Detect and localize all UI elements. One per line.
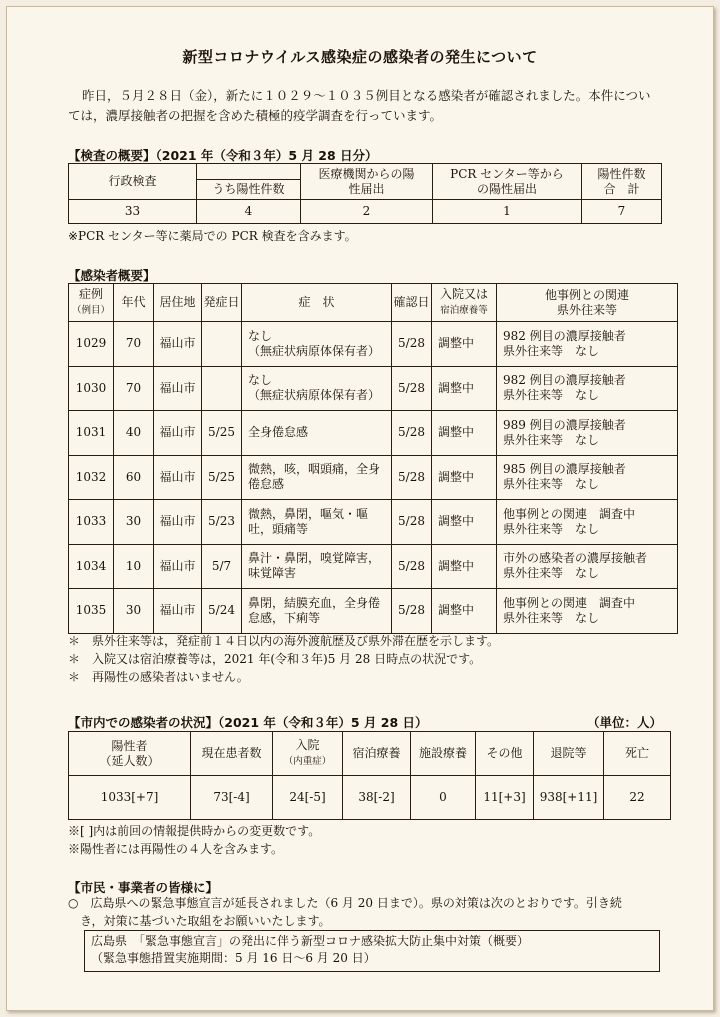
onset-cell	[202, 366, 242, 411]
relation-line: 他事例との関連 調査中	[503, 595, 636, 610]
city-table	[68, 731, 671, 820]
measures-title: 広島県 「緊急事態宣言」の発出に伴う新型コロナ感染拡大防止集中対策（概要）	[91, 934, 530, 948]
onset-cell	[202, 322, 242, 367]
table-row	[69, 322, 678, 367]
city-note: ※陽性者には再陽性の４人を含みます。	[68, 842, 284, 856]
relation-line: 県外往来等 なし	[503, 566, 600, 581]
symptoms-line: なし	[248, 328, 273, 343]
header-hotel: 宿泊療養	[343, 732, 411, 776]
city-heading: 【市内での感染者の状況】（2021 年（令和３年）5 月 28 日）	[68, 715, 428, 730]
confirmed-cell: 5/28	[392, 589, 432, 634]
age-cell: 30	[114, 589, 154, 634]
relation-line: 他事例との関連 調査中	[503, 506, 636, 521]
citizens-heading: 【市民・事業者の皆様に】	[68, 880, 219, 895]
case-note: ＊ 県外往来等は，発症前１４日以内の海外渡航歴及び県外滞在歴を示します。	[68, 634, 500, 648]
relation-line: 県外往来等 なし	[503, 432, 600, 447]
case-id-cell: 1032	[69, 455, 114, 500]
hospitalization-cell: 調整中	[432, 322, 497, 367]
header-case-label: 症例	[78, 287, 103, 301]
symptoms-cell	[242, 544, 392, 589]
relation-line: 県外往来等 なし	[503, 388, 600, 403]
header-positive-sub: （延人数）	[99, 753, 160, 768]
residence-cell: 福山市	[154, 455, 202, 500]
symptoms-line: 微熱，咳，咽頭痛，全身	[248, 462, 381, 477]
hospitalization-cell: 調整中	[432, 500, 497, 545]
header-positive-label: 陽性者	[111, 738, 148, 753]
value-hotel: 38[-2]	[343, 776, 411, 820]
symptoms-cell	[242, 322, 392, 367]
confirmed-cell: 5/28	[392, 500, 432, 545]
hospitalization-cell: 調整中	[432, 366, 497, 411]
table-row	[69, 455, 678, 500]
relation-cell	[497, 411, 678, 456]
case-id-cell: 1029	[69, 322, 114, 367]
age-cell: 10	[114, 544, 154, 589]
relation-cell	[497, 322, 678, 367]
city-note: ※[ ]内は前回の情報提供時からの変更数です。	[68, 824, 321, 838]
relation-line: 県外往来等 なし	[503, 477, 600, 492]
header-admin-test: 行政検査	[69, 164, 197, 200]
table-row	[69, 544, 678, 589]
age-cell: 30	[114, 500, 154, 545]
header-hosp-sub: 宿泊療養等	[440, 305, 488, 316]
header-relation	[497, 284, 678, 322]
header-confirmed: 確認日	[392, 284, 432, 322]
value-other: 11[+3]	[476, 776, 534, 820]
age-cell: 40	[114, 411, 154, 456]
value-discharged: 938[+11]	[534, 776, 604, 820]
symptoms-line: （無症状病原体保有者）	[248, 388, 381, 403]
header-onset: 発症日	[202, 284, 242, 322]
onset-cell: 5/24	[202, 589, 242, 634]
confirmed-cell: 5/28	[392, 455, 432, 500]
header-case	[69, 284, 114, 322]
symptoms-cell	[242, 366, 392, 411]
symptoms-line: 吐，頭痛等	[248, 521, 309, 536]
header-pcr-text: PCR センター等からの陽性届出	[450, 166, 564, 196]
case-id-cell: 1033	[69, 500, 114, 545]
confirmed-cell: 5/28	[392, 322, 432, 367]
case-id-cell: 1030	[69, 366, 114, 411]
residence-cell: 福山市	[154, 500, 202, 545]
city-notes	[68, 822, 320, 858]
symptoms-line: 鼻汁・鼻閉，嗅覚障害，	[248, 551, 381, 566]
onset-cell: 5/23	[202, 500, 242, 545]
value-hospitalized: 24[-5]	[273, 776, 343, 820]
inspection-heading: 【検査の概要】（2021 年（令和３年）5 月 28 日分）	[68, 148, 378, 163]
symptoms-cell	[242, 455, 392, 500]
symptoms-cell	[242, 411, 392, 456]
header-death: 死亡	[604, 732, 671, 776]
header-case-sub: （例目）	[71, 305, 110, 316]
citizens-text	[68, 894, 668, 930]
table-row	[69, 500, 678, 545]
symptoms-line: 鼻閉，結膜充血，全身倦	[248, 595, 381, 610]
header-total-text: 陽性件数 合 計	[597, 166, 646, 196]
residence-cell: 福山市	[154, 411, 202, 456]
header-discharged: 退院等	[534, 732, 604, 776]
inspection-note: ※PCR センター等に薬局での PCR 検査を含みます。	[68, 229, 357, 243]
header-other: その他	[476, 732, 534, 776]
cases-heading: 【感染者概要】	[68, 268, 156, 283]
header-symptoms: 症 状	[242, 284, 392, 322]
header-positive-total	[69, 732, 191, 776]
symptoms-cell	[242, 500, 392, 545]
header-medical	[301, 164, 433, 200]
value-pcr: 1	[433, 200, 582, 224]
intro-paragraph: 昨日，５月２８日（金），新たに１０２９～１０３５例目となる感染者が確認されました。本件については，濃厚接触者の把握を含めた積極的疫学調査を行っています。	[68, 88, 651, 123]
relation-line: 県外往来等 なし	[503, 610, 600, 625]
relation-cell	[497, 500, 678, 545]
header-medical-text: 医療機関からの陽性届出	[318, 166, 415, 196]
header-relation-sub: 県外往来等	[556, 302, 617, 317]
confirmed-cell: 5/28	[392, 366, 432, 411]
value-current-patients: 73[-4]	[191, 776, 273, 820]
age-cell: 70	[114, 366, 154, 411]
header-relation-label: 他事例との関連	[544, 287, 629, 302]
hospitalization-cell: 調整中	[432, 544, 497, 589]
value-admin: 33	[69, 200, 197, 224]
onset-cell: 5/25	[202, 411, 242, 456]
residence-cell: 福山市	[154, 589, 202, 634]
value-total: 7	[582, 200, 662, 224]
age-cell: 60	[114, 455, 154, 500]
header-residence: 居住地	[154, 284, 202, 322]
header-facility: 施設療養	[411, 732, 476, 776]
table-row	[69, 411, 678, 456]
unit-label: （単位：人）	[586, 715, 662, 730]
confirmed-cell: 5/28	[392, 544, 432, 589]
symptoms-line: 味覚障害	[248, 566, 297, 581]
relation-line: 県外往来等 なし	[503, 343, 600, 358]
hospitalization-cell: 調整中	[432, 589, 497, 634]
value-medical: 2	[301, 200, 433, 224]
value-facility: 0	[411, 776, 476, 820]
hospitalization-cell: 調整中	[432, 455, 497, 500]
symptoms-line: 倦怠感	[248, 477, 285, 492]
residence-cell: 福山市	[154, 322, 202, 367]
header-hosp-label: 入院又は	[439, 287, 488, 301]
cases-table	[68, 283, 678, 634]
relation-line: 市外の感染者の濃厚接触者	[503, 551, 648, 566]
value-death: 22	[604, 776, 671, 820]
header-total	[582, 164, 662, 200]
symptoms-line: なし	[248, 373, 273, 388]
header-hospitalization	[432, 284, 497, 322]
page-title: 新型コロナウイルス感染症の感染者の発生について	[182, 48, 538, 66]
case-id-cell: 1031	[69, 411, 114, 456]
table-row	[69, 366, 678, 411]
relation-line: 982 例目の濃厚接触者	[503, 373, 626, 388]
table-row	[69, 589, 678, 634]
relation-cell	[497, 589, 678, 634]
header-current-patients: 現在患者数	[191, 732, 273, 776]
case-id-cell: 1034	[69, 544, 114, 589]
case-note: ＊ 入院又は宿泊療養等は，2021 年(令和３年)5 月 28 日時点の状況です。	[68, 652, 482, 666]
value-positive-total: 1033[+7]	[69, 776, 191, 820]
symptoms-line: 微熱，鼻閉，嘔気・嘔	[248, 506, 369, 521]
relation-line: 県外往来等 なし	[503, 521, 600, 536]
symptoms-line: （無症状病原体保有者）	[248, 343, 381, 358]
relation-cell	[497, 544, 678, 589]
symptoms-line: 怠感，下痢等	[248, 610, 321, 625]
confirmed-cell: 5/28	[392, 411, 432, 456]
relation-cell	[497, 455, 678, 500]
relation-line: 989 例目の濃厚接触者	[503, 417, 626, 432]
header-blank	[197, 164, 301, 180]
age-cell: 70	[114, 322, 154, 367]
header-hospitalized	[273, 732, 343, 776]
header-hospitalized-label: 入院	[295, 738, 320, 752]
case-note: ＊ 再陽性の感染者はいません。	[68, 670, 249, 684]
citizens-text-line: ○ 広島県への緊急事態宣言が延長されました（6 月 20 日まで）。県の対策は次のとおりです。引き続	[68, 896, 622, 910]
hospitalization-cell: 調整中	[432, 411, 497, 456]
header-age: 年代	[114, 284, 154, 322]
relation-line: 982 例目の濃厚接触者	[503, 328, 626, 343]
header-positive: うち陽性件数	[197, 180, 301, 200]
relation-cell	[497, 366, 678, 411]
symptoms-line: 全身倦怠感	[248, 425, 309, 440]
residence-cell: 福山市	[154, 544, 202, 589]
symptoms-cell	[242, 589, 392, 634]
case-id-cell: 1035	[69, 589, 114, 634]
measures-box	[84, 930, 660, 972]
onset-cell: 5/25	[202, 455, 242, 500]
residence-cell: 福山市	[154, 366, 202, 411]
header-hospitalized-sub: （内重症）	[283, 756, 332, 767]
inspection-table	[68, 163, 662, 224]
measures-period: （緊急事態措置実施期間：5 月 16 日～6 月 20 日）	[91, 951, 376, 965]
cases-notes	[68, 632, 499, 686]
header-pcr	[433, 164, 582, 200]
relation-line: 985 例目の濃厚接触者	[503, 462, 626, 477]
citizens-text-line: き，対策に基づいた取組をお願いいたします。	[80, 914, 331, 928]
value-positive: 4	[197, 200, 301, 224]
onset-cell: 5/7	[202, 544, 242, 589]
